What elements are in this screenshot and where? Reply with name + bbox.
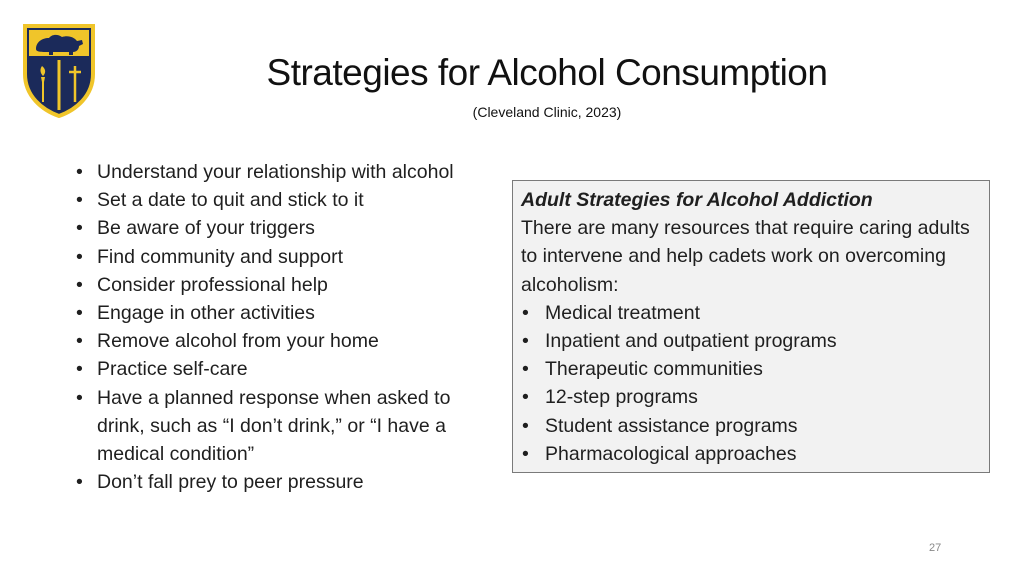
list-item: • Engage in other activities [74, 299, 466, 327]
slide-title: Strategies for Alcohol Consumption [266, 52, 828, 93]
page-number: 27 [929, 542, 942, 554]
list-item: • Have a planned response when asked to drink, such as “I don’t drink,” or “I have a medical condition” [74, 384, 466, 469]
list-item: • Inpatient and outpatient programs [521, 327, 981, 355]
list-item: • Set a date to quit and stick to it [74, 186, 466, 214]
list-item: • Student assistance programs [521, 412, 981, 440]
list-item: • Medical treatment [521, 299, 981, 327]
slide-citation: (Cleveland Clinic, 2023) [472, 104, 622, 120]
list-item: • Don’t fall prey to peer pressure [74, 468, 466, 496]
list-item: • Find community and support [74, 243, 466, 271]
strategies-list [74, 158, 466, 496]
list-item: • Pharmacological approaches [521, 440, 981, 468]
box-intro-text: There are many resources that require caring adults to intervene and help cadets work on overcoming alcoholism: [521, 217, 970, 296]
box-heading: Adult Strategies for Alcohol Addiction [521, 189, 873, 211]
adult-strategies-box [512, 180, 990, 473]
list-item: • Consider professional help [74, 271, 466, 299]
list-item: • Understand your relationship with alcohol [74, 158, 466, 186]
list-item: • Practice self-care [74, 355, 466, 383]
list-item: • Therapeutic communities [521, 355, 981, 383]
resources-list [521, 299, 981, 468]
list-item: • 12-step programs [521, 383, 981, 411]
list-item: • Remove alcohol from your home [74, 327, 466, 355]
list-item: • Be aware of your triggers [74, 214, 466, 242]
